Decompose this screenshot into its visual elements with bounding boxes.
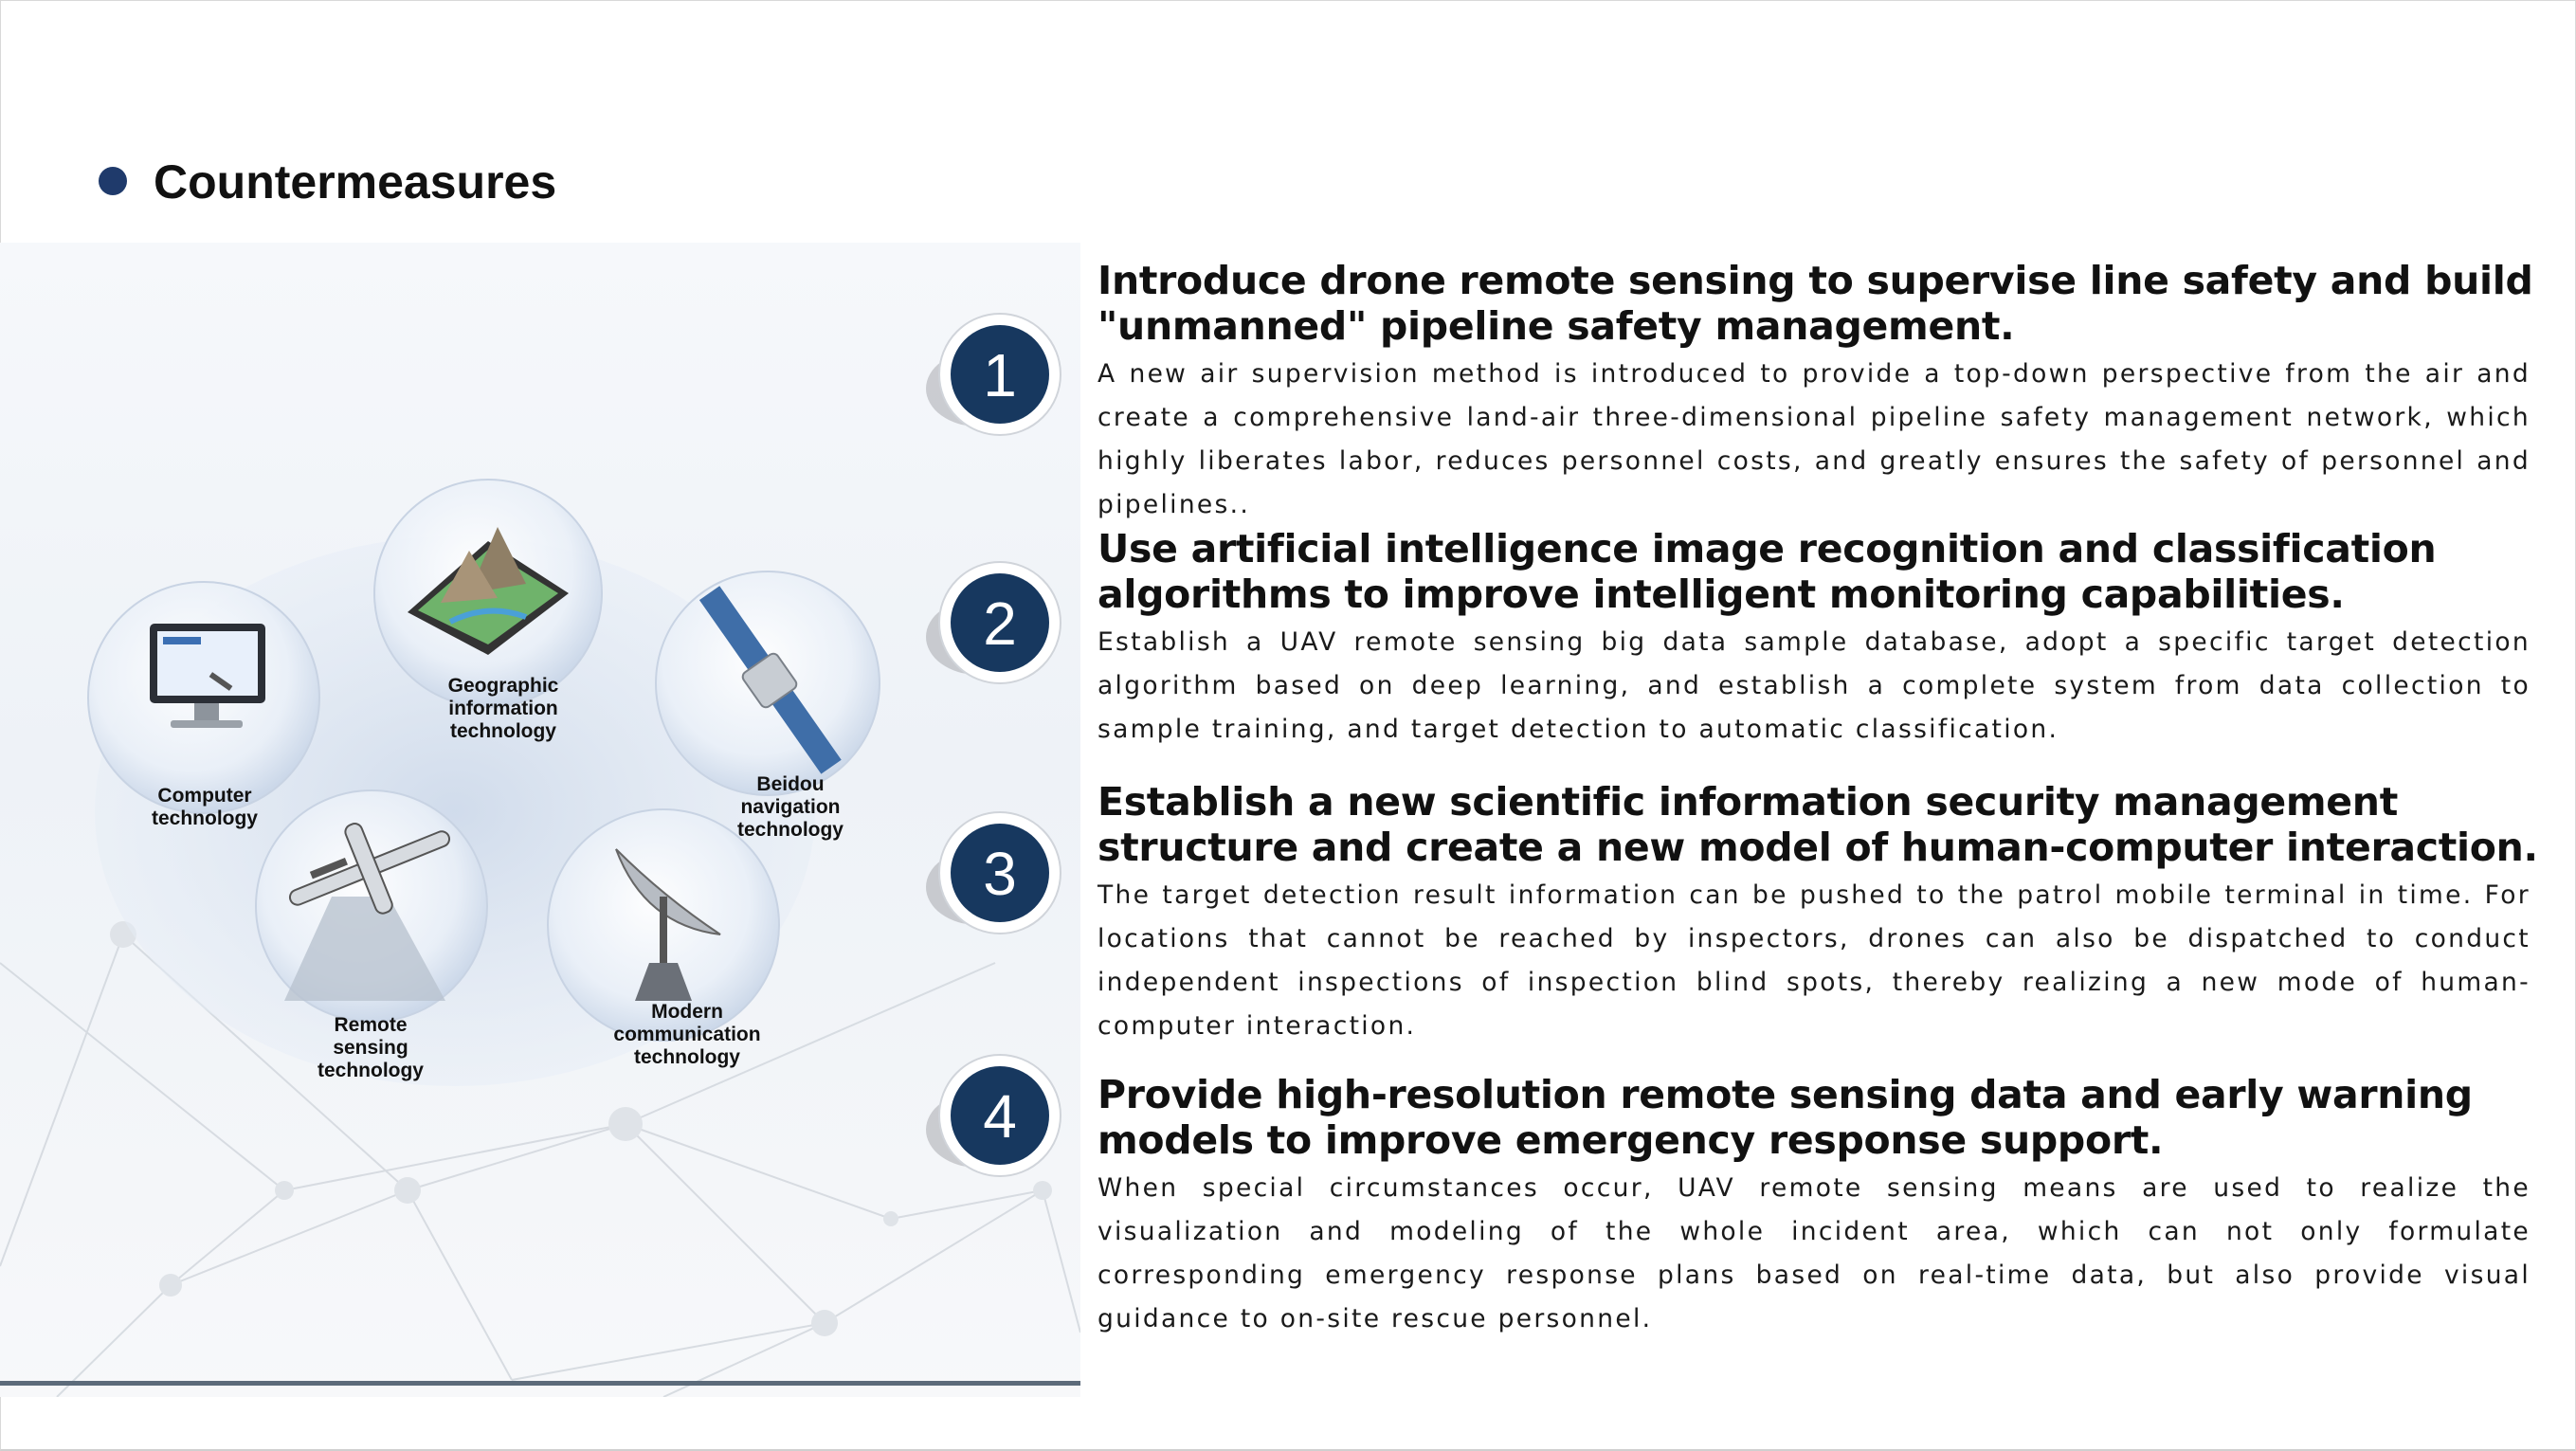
label-computer: Computer technology — [151, 785, 258, 829]
bubble-computer — [88, 582, 319, 813]
number-badge-2 — [938, 561, 1061, 684]
item-3-body: The target detection result information can be pushed to the patrol mobile terminal in time. For locations that cannot be reached by inspectors, drones can also be dispatched to conduct independent inspections of inspection blind spots, thereby realizing a new mode of human-computer interaction. — [1098, 880, 2531, 1041]
title-bullet-dot — [99, 167, 127, 195]
label-remote: Remote sensing technology — [317, 1014, 424, 1081]
item-3-heading: Establish a new scientific information security management structure and create a new model of human-computer interaction. — [1098, 779, 2538, 870]
page-title: Countermeasures — [154, 155, 557, 209]
bubble-geographic — [374, 480, 602, 707]
panel-base-line — [0, 1381, 1080, 1386]
technology-diagram — [0, 243, 1080, 1397]
item-2-body: Establish a UAV remote sensing big data sample database, adopt a specific target detection algorithm based on deep learning, and establish a complete system from data collection to sample training, and target detection to automatic classification. — [1098, 627, 2531, 744]
svg-text:4: 4 — [983, 1082, 1017, 1151]
item-4-heading: Provide high-resolution remote sensing data and early warning models to improve emergency response support. — [1098, 1072, 2473, 1163]
number-badge-1 — [938, 313, 1061, 436]
bubble-beidou — [656, 571, 880, 795]
item-1-body: A new air supervision method is introduced to provide a top-down perspective from the air and create a comprehensive land-air three-dimensional pipeline safety management network, which highly liberates labor, reduces personnel costs, and greatly ensures the safety of personnel and pipelines.. — [1098, 359, 2531, 519]
svg-text:2: 2 — [983, 589, 1017, 658]
item-1-heading: Introduce drone remote sensing to supervise line safety and build "unmanned" pipeline safety management. — [1098, 258, 2533, 349]
item-2-heading: Use artificial intelligence image recognition and classification algorithms to improve intelligent monitoring capabilities. — [1098, 526, 2437, 617]
svg-text:3: 3 — [983, 840, 1017, 908]
label-geographic: Geographic information technology — [447, 675, 559, 742]
label-modern: Modern communication technology — [613, 1001, 761, 1068]
item-4-body: When special circumstances occur, UAV remote sensing means are used to realize the visualization and modeling of the whole incident area, which can not only formulate corresponding emergency response plans based on real-time data, but also provide visual guidance to on-site rescue personnel. — [1098, 1173, 2531, 1333]
svg-text:1: 1 — [983, 341, 1017, 409]
number-badge-4 — [938, 1054, 1061, 1177]
label-beidou: Beidou navigation technology — [736, 773, 844, 841]
number-badge-3 — [938, 811, 1061, 934]
